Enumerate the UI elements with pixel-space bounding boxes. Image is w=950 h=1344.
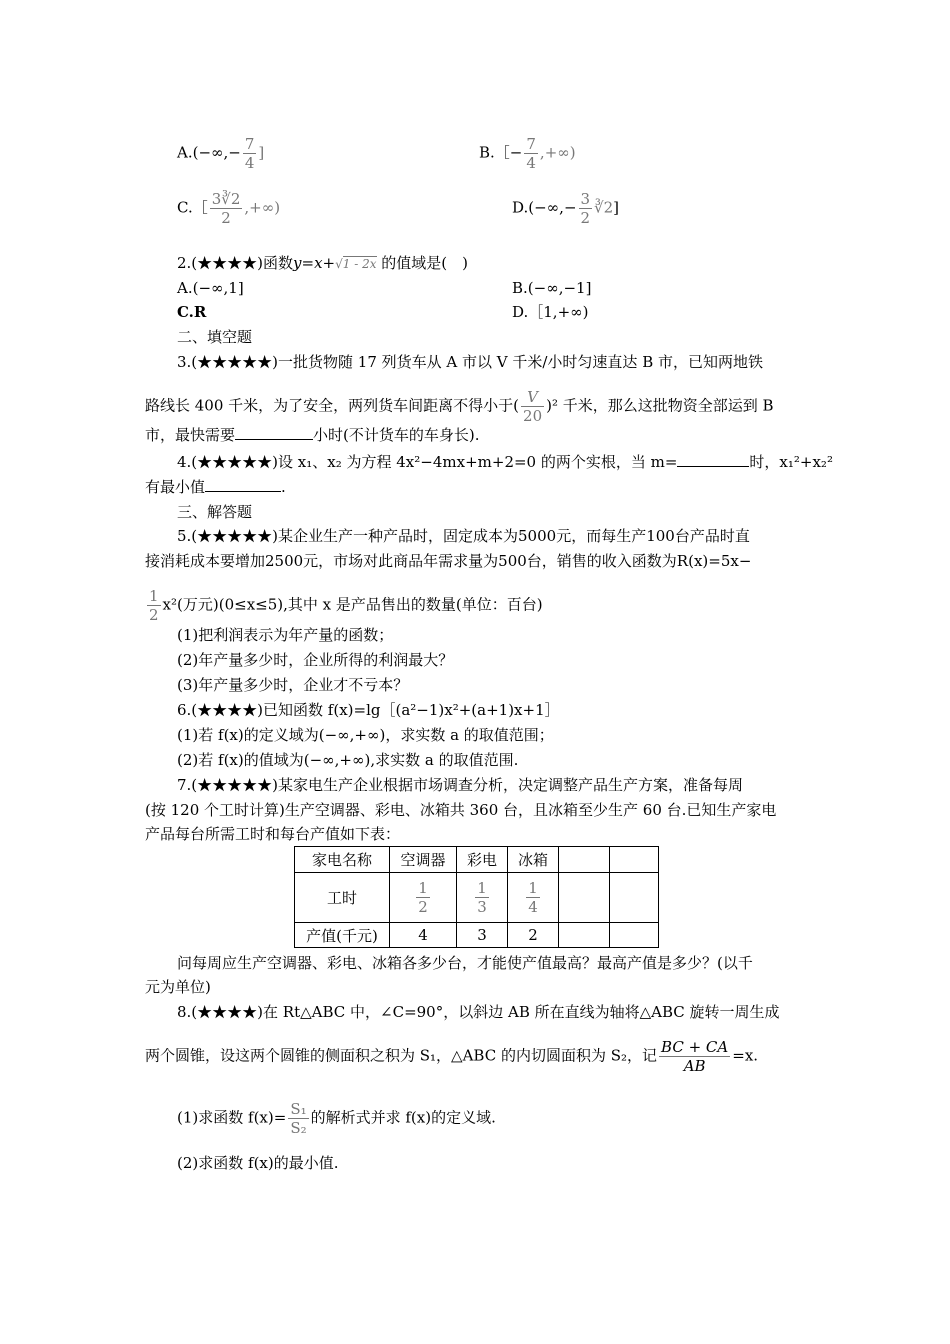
q8-line2: 两个圆锥，设这两个圆锥的侧面积之积为 S₁，△ABC 的内切圆面积为 S₂，记 $\frac{BC + CA}{AB}$ =x. — [145, 1038, 759, 1075]
table-cell: 2 — [508, 923, 559, 948]
q5-sub3: (3)年产量多少时，企业才不亏本？ — [177, 676, 409, 694]
q6-line1: 6.(★★★★)已知函数 f(x)=lg［(a²−1)x²+(a+1)x+1］ — [177, 701, 560, 719]
fraction: $\frac{1}{2}$ — [149, 587, 159, 624]
table-header-cell: 冰箱 — [508, 847, 559, 873]
q8-sub2: (2)求函数 f(x)的最小值. — [177, 1154, 339, 1172]
q6-sub1: (1)若 f(x)的定义域为(−∞,+∞)，求实数 a 的取值范围； — [177, 726, 554, 744]
table-cell — [610, 923, 659, 948]
table-cell: 3 — [457, 923, 508, 948]
q2-option-b: B.(−∞,−1] — [512, 279, 592, 297]
table-cell — [390, 873, 457, 923]
fraction: $\frac{1}{2}$ — [418, 879, 428, 916]
q8-sub1: (1)求函数 f(x)= $\frac{\text{S₁}}{\text{S₂}}$ 的解析式并求 f(x)的定义域. — [177, 1100, 496, 1137]
fraction: $\frac{3∛2}{2}$ — [211, 190, 241, 227]
q7-after2: 元为单位) — [145, 978, 211, 996]
answer-blank[interactable] — [205, 477, 281, 492]
fraction: $\frac{BC + CA}{AB}$ — [661, 1038, 729, 1075]
q7-after1: 问每周应生产空调器、彩电、冰箱各多少台，才能使产值最高？最高产值是多少？(以千 — [177, 954, 753, 972]
table-header-cell: 空调器 — [390, 847, 457, 873]
table-header-cell: 彩电 — [457, 847, 508, 873]
q3-line3: 市，最快需要 小时(不计货车的车身长). — [145, 426, 480, 444]
fraction: $\frac{7}{4}$ — [526, 135, 536, 172]
q1-option-d: D.(−∞,− $\frac{3}{2}$ ∛2] — [512, 190, 620, 227]
table-cell — [559, 923, 610, 948]
q5-sub2: (2)年产量多少时，企业所得的利润最大？ — [177, 651, 454, 669]
table-row — [295, 923, 659, 948]
table-header-cell — [610, 847, 659, 873]
q2-stem: 2.(★★★★)函数y=x+√1 - 2x 的值域是( ) — [177, 254, 468, 272]
table-cell — [508, 873, 559, 923]
q6-sub2: (2)若 f(x)的值域为(−∞,+∞),求实数 a 的取值范围. — [177, 751, 519, 769]
q5-line1: 5.(★★★★★)某企业生产一种产品时，固定成本为5000元，而每生产100台产品时直 — [177, 527, 750, 545]
q4-line2: 有最小值 . — [145, 478, 286, 496]
q2-option-c: C.R — [177, 303, 207, 321]
q3-line2: 路线长 400 千米，为了安全，两列货车间距离不得小于( $\frac{V}{20}$ )² 千米，那么这批物资全部运到 B — [145, 388, 774, 425]
q7-line3: 产品每台所需工时和每台产值如下表： — [145, 825, 401, 843]
appliance-table — [294, 846, 659, 948]
table-header-cell — [559, 847, 610, 873]
q2-option-d: D.［1,+∞) — [512, 303, 589, 321]
table-cell: 产值(千元) — [295, 923, 390, 948]
q3-line1: 3.(★★★★★)一批货物随 17 列货车从 A 市以 V 千米/小时匀速直达 B 市，已知两地铁 — [177, 353, 763, 371]
fraction: $\frac{\text{S₁}}{\text{S₂}}$ — [290, 1100, 307, 1137]
q5-line3: $\frac{1}{2}$ x²(万元)(0≤x≤5),其中 x 是产品售出的数量(单位：百台) — [149, 587, 543, 624]
q7-line2: (按 120 个工时计算)生产空调器、彩电、冰箱共 360 台，且冰箱至少生产 60 台.已知生产家电 — [145, 801, 777, 819]
fraction: $\frac{3}{2}$ — [580, 190, 591, 227]
q5-line2: 接消耗成本要增加2500元，市场对此商品年需求量为500台，销售的收入函数为R(x)=5x− — [145, 552, 752, 570]
table-cell — [610, 873, 659, 923]
answer-blank[interactable] — [235, 425, 313, 440]
section-heading-fill-in: 二、填空题 — [177, 328, 253, 346]
q2-option-a: A.(−∞,1] — [177, 279, 244, 297]
q7-line1: 7.(★★★★★)某家电生产企业根据市场调查分析，决定调整产品生产方案，准备每周 — [177, 776, 744, 794]
q1-option-a: A.(−∞,− $\frac{7}{4}$ ] — [177, 135, 265, 172]
fraction: $\frac{7}{4}$ — [244, 135, 255, 172]
table-header-cell: 家电名称 — [295, 847, 390, 873]
table-cell — [457, 873, 508, 923]
table-cell: 工时 — [295, 873, 390, 923]
answer-blank[interactable] — [677, 452, 749, 467]
fraction: $\frac{V}{20}$ — [523, 388, 543, 425]
table-cell: 4 — [390, 923, 457, 948]
table-row — [295, 873, 659, 923]
q1-option-b: B.［− $\frac{7}{4}$ ,+∞) — [479, 135, 576, 172]
table-cell — [559, 873, 610, 923]
q4-line1: 4.(★★★★★)设 x₁、x₂ 为方程 4x²−4mx+m+2=0 的两个实根，当 m= 时，x₁²+x₂² — [177, 453, 833, 471]
q8-line1: 8.(★★★★)在 Rt△ABC 中，∠C=90°，以斜边 AB 所在直线为轴将△ABC 旋转一周生成 — [177, 1003, 780, 1021]
table-header-row — [295, 847, 659, 873]
fraction: $\frac{1}{3}$ — [477, 879, 487, 916]
q5-sub1: (1)把利润表示为年产量的函数； — [177, 626, 394, 644]
section-heading-answers: 三、解答题 — [177, 503, 253, 521]
q1-option-c: C.［ $\frac{3∛2}{2}$ ,+∞) — [177, 190, 281, 227]
fraction: $\frac{1}{4}$ — [528, 879, 538, 916]
